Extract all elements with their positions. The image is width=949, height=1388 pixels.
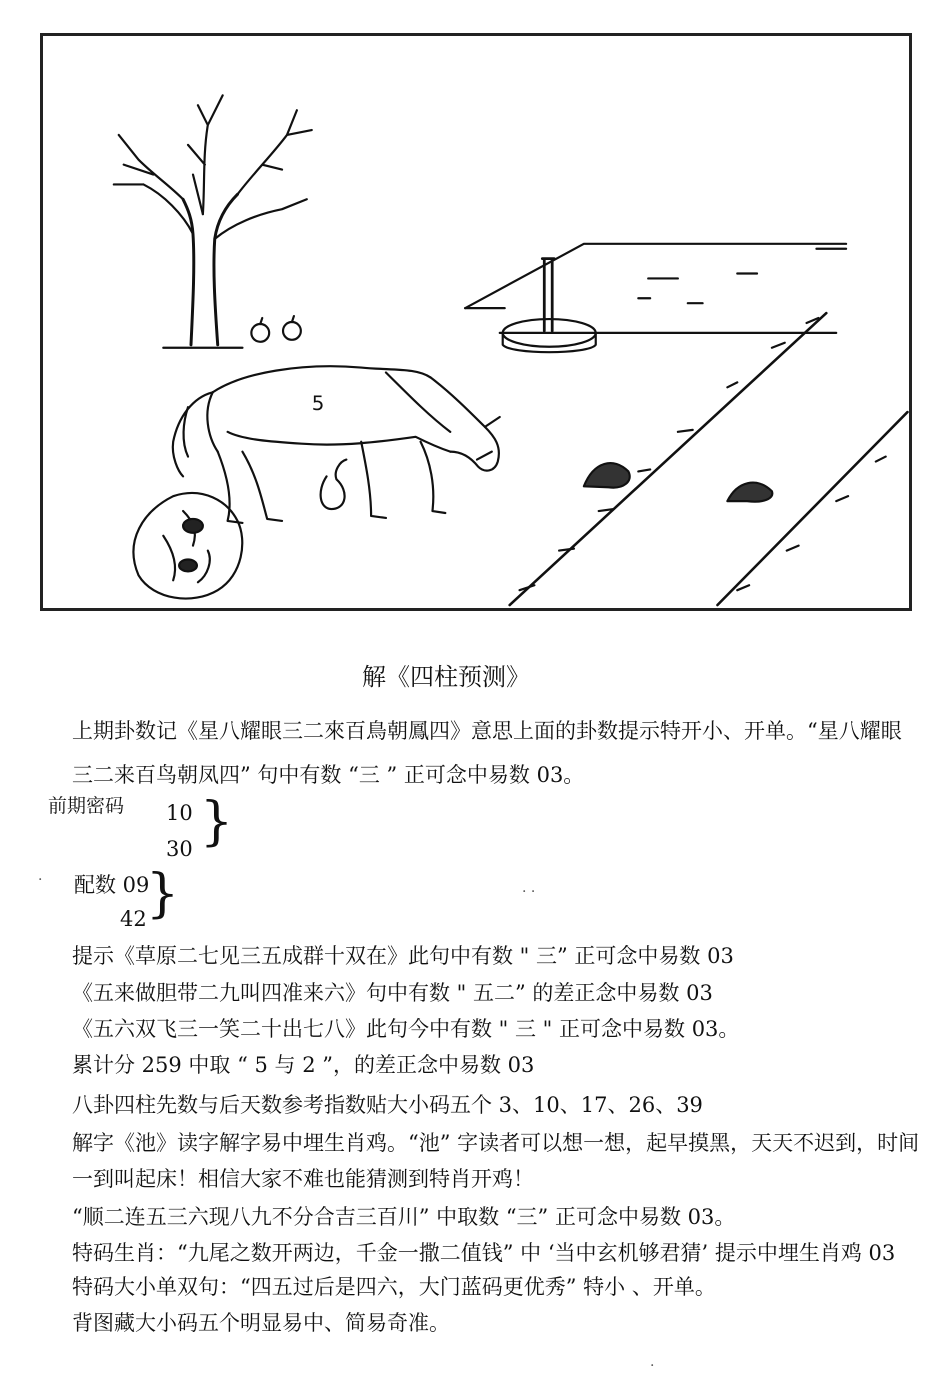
prev-code-label: 前期密码 [48, 795, 125, 817]
hint-line-8: “顺二连五三六现八九不分合吉三百川” 中取数 “三” 正可念中易数 03。 [72, 1205, 736, 1229]
text-line-1: 上期卦数记《星八耀眼三二來百鳥朝鳳四》意思上面的卦数提示特开小、开单。“星八耀眼 [72, 719, 902, 743]
prev-code-number-2: 30 [166, 837, 193, 861]
hint-line-5: 八卦四柱先数与后天数参考指数贴大小码五个 3、10、17、26、39 [72, 1093, 703, 1117]
pair-number-2: 42 [120, 907, 147, 931]
speck-mark: · · [522, 884, 536, 900]
roadside-stones [584, 463, 772, 502]
speck-mark: · [650, 1358, 655, 1374]
text-line-2: 三二来百鸟朝凤四” 句中有数 “三 ” 正可念中易数 03。 [72, 763, 585, 787]
road [510, 313, 908, 605]
horse [173, 366, 500, 523]
pair-number-label: 配数 09 [74, 873, 150, 897]
horse-number-mark: 5 [311, 392, 325, 416]
millstone [503, 259, 596, 353]
hint-line-6: 解字《池》读字解字易中埋生肖鸡。“池” 字读者可以想一想，起早摸黑，天天不迟到，时间 [72, 1131, 920, 1155]
rock [133, 493, 242, 599]
hint-line-7: 一到叫起床！相信大家不难也能猜测到特肖开鸡！ [72, 1167, 534, 1191]
speck-mark: · [38, 872, 43, 888]
brace-icon: } [200, 792, 234, 852]
hint-line-2: 《五来做胆带二九叫四准来六》句中有数 " 五二” 的差正念中易数 03 [72, 981, 713, 1005]
hint-line-1: 提示《草原二七见三五成群十双在》此句中有数 " 三” 正可念中易数 03 [72, 944, 734, 968]
hint-line-9: 特码生肖：“九尾之数开两边，千金一撒二值钱” 中 ‘当中玄机够君猜’ 提示中埋生肖鸡 03 [72, 1241, 896, 1265]
horse-scene-illustration [43, 36, 909, 608]
water-platform [465, 244, 846, 333]
hint-line-4: 累计分 259 中取 “ 5 与 2 ”，的差正念中易数 03 [72, 1053, 535, 1077]
hint-line-3: 《五六双飞三一笑二十出七八》此句今中有数 " 三 " 正可念中易数 03。 [72, 1017, 740, 1041]
two-fruits [251, 316, 300, 342]
illustration-frame [40, 33, 912, 611]
bare-tree [114, 95, 312, 347]
hint-line-11: 背图藏大小码五个明显易中、简易奇准。 [72, 1311, 450, 1335]
prev-code-number-1: 10 [166, 801, 193, 825]
page-title: 解《四柱预测》 [362, 663, 530, 691]
brace-icon: } [146, 864, 180, 924]
hint-line-10: 特码大小单双句：“四五过后是四六，大门蓝码更优秀” 特小 、开单。 [72, 1275, 716, 1299]
